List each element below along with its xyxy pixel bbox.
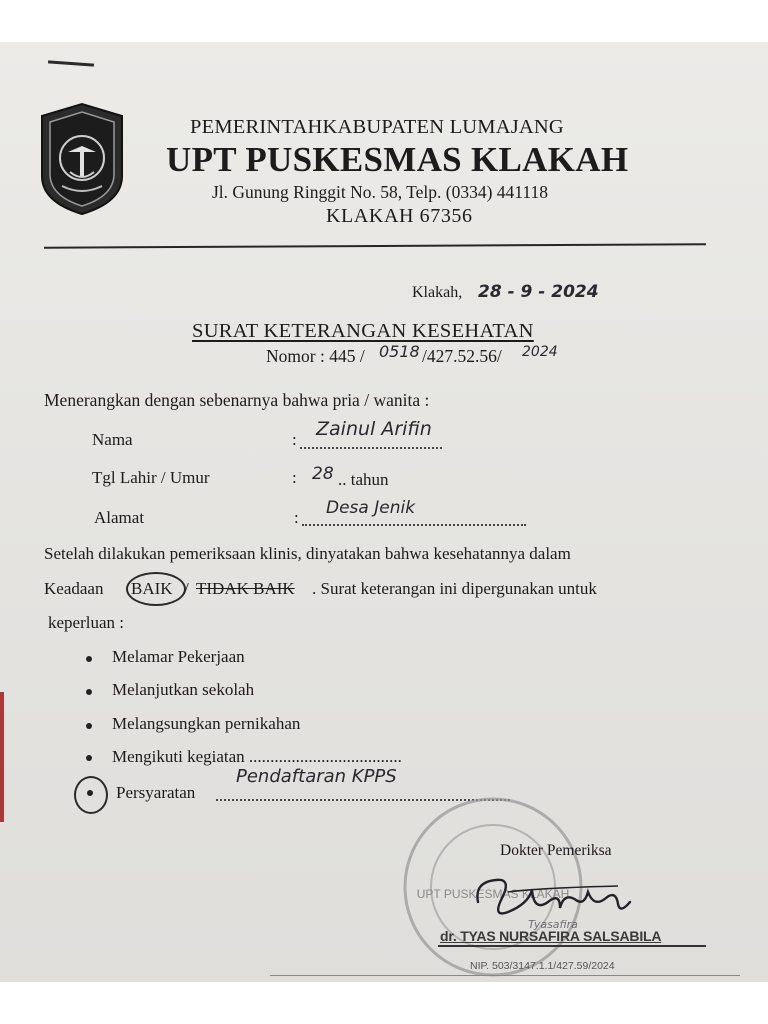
purpose-item-4: Mengikuti kegiatan .................................... — [112, 747, 402, 766]
field-address-label: Alamat — [94, 508, 145, 527]
header-city-postal: KLAKAH 67356 — [326, 205, 473, 227]
stamp-text: UPT PUSKESMAS KLAKAH — [416, 887, 570, 901]
purpose-item-5: Persyaratan — [116, 783, 196, 802]
number-handwritten-year: 2024 — [522, 344, 558, 360]
statement-slash: / — [184, 579, 189, 598]
paper-edge-mark — [0, 692, 4, 822]
signature-text: Tyasafira — [528, 918, 578, 931]
header-address: Jl. Gunung Ringgit No. 58, Telp. (0334) 441118 — [212, 182, 548, 202]
statement-line1: Setelah dilakukan pemeriksaan klinis, dinyatakan bahwa kesehatannya dalam — [44, 544, 571, 563]
purpose-item-1: Melamar Pekerjaan — [112, 647, 245, 666]
statement-keadaan: Keadaan — [44, 579, 104, 598]
bullet-dot — [86, 656, 92, 662]
baik-circle-mark — [126, 572, 186, 606]
header-institution: UPT PUSKESMAS KLAKAH — [166, 140, 629, 179]
date-place-label: Klakah, — [412, 284, 463, 301]
field-name-dotline — [300, 447, 442, 449]
statement-line2-suffix: . Surat keterangan ini dipergunakan untuk — [312, 579, 597, 598]
purpose-item-5-handwritten: Pendaftaran KPPS — [236, 766, 397, 787]
field-name-value: Zainul Arifin — [316, 418, 432, 440]
intro-text: Menerangkan dengan sebenarnya bahwa pria / wanita : — [44, 390, 430, 410]
bullet-dot — [87, 790, 93, 796]
field-name-label: Nama — [92, 430, 133, 449]
statement-baik: BAIK — [131, 579, 173, 598]
doctor-name: dr. TYAS NURSAFIRA SALSABILA — [440, 928, 662, 944]
regency-emblem-icon — [38, 102, 126, 216]
field-name-colon: : — [292, 430, 297, 449]
purpose-item-2: Melanjutkan sekolah — [112, 680, 255, 699]
bottom-rule — [270, 975, 740, 976]
document-paper — [0, 42, 768, 982]
number-handwritten-mid: 0518 — [379, 342, 420, 361]
field-address-value: Desa Jenik — [326, 498, 416, 518]
field-age-unit: .. tahun — [338, 470, 389, 489]
bullet-dot — [86, 689, 92, 695]
purpose-item-3: Melangsungkan pernikahan — [112, 714, 301, 733]
number-label: Nomor : 445 / — [266, 346, 365, 366]
header-divider — [44, 243, 706, 248]
statement-line3: keperluan : — [48, 613, 124, 632]
date-handwritten: 28 - 9 - 2024 — [478, 282, 599, 302]
signature-role: Dokter Pemeriksa — [500, 842, 612, 859]
field-address-dotline — [302, 524, 526, 526]
statement-tidak-baik: TIDAK BAIK — [196, 579, 295, 598]
header-government: PEMERINTAHKABUPATEN LUMAJANG — [190, 116, 564, 138]
field-dob-colon: : — [292, 468, 297, 487]
field-age-value: 28 — [312, 464, 334, 484]
doctor-nip: NIP. 503/3147.1.1/427.59/2024 — [470, 960, 615, 972]
field-dob-label: Tgl Lahir / Umur — [92, 468, 210, 487]
handwritten-signature — [468, 862, 638, 932]
document-title: SURAT KETERANGAN KESEHATAN — [192, 320, 534, 342]
bullet-dot — [86, 755, 92, 761]
signature-rule — [438, 945, 706, 947]
number-printed-suffix: /427.52.56/ — [422, 346, 502, 366]
field-address-colon: : — [294, 508, 299, 527]
pen-dash-mark — [48, 60, 94, 66]
bullet-dot — [86, 723, 92, 729]
